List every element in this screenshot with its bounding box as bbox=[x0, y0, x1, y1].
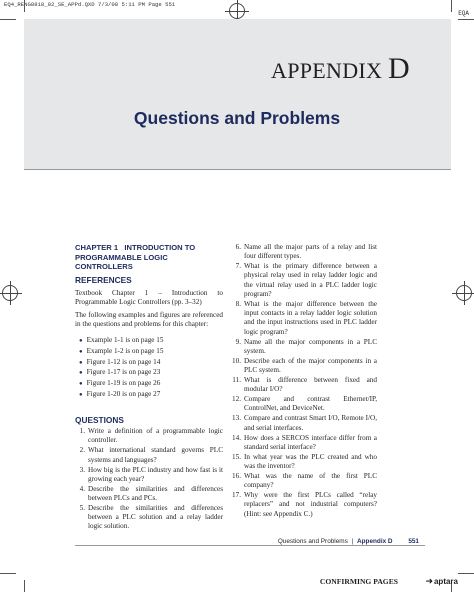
reference-text: Figure 1-17 is on page 23 bbox=[86, 368, 161, 377]
question-number: 8. bbox=[235, 299, 241, 308]
question-number: 11. bbox=[232, 375, 241, 384]
question-number: 1. bbox=[79, 427, 85, 436]
question-item bbox=[231, 262, 377, 299]
question-number: 9. bbox=[235, 337, 241, 346]
registration-mark-icon bbox=[2, 285, 18, 301]
question-text: Why were the first PLCs called “relay replacers” and not industrial computers? (Hint: see Appendix C.) bbox=[244, 491, 377, 518]
references-intro: The following examples and figures are referenced in the questions and problems for this chapter: bbox=[75, 311, 223, 329]
reference-text: Figure 1-19 is on page 26 bbox=[86, 379, 161, 388]
question-number: 16. bbox=[232, 471, 241, 480]
question-item bbox=[231, 453, 377, 472]
question-text: What international standard governs PLC systems and languages? bbox=[88, 446, 223, 464]
references-heading: REFERENCES bbox=[75, 274, 132, 285]
question-number: 10. bbox=[232, 356, 241, 365]
reference-text: Figure 1-20 is on page 27 bbox=[86, 390, 161, 399]
question-number: 15. bbox=[232, 452, 241, 461]
question-text: What was the name of the first PLC company? bbox=[244, 471, 377, 490]
footer-section: Questions and Problems bbox=[277, 538, 348, 545]
reference-text: Example 1-2 is on page 15 bbox=[86, 346, 164, 355]
trim-mark bbox=[0, 19, 16, 20]
question-text: Describe the similarities and differences between a PLC solution and a relay ladder logic solution. bbox=[88, 503, 223, 531]
question-text: In what year was the PLC created and who was the inventor? bbox=[244, 452, 377, 470]
corner-code: EQA bbox=[458, 10, 469, 17]
trim-mark bbox=[458, 573, 474, 574]
trim-mark bbox=[0, 573, 16, 574]
references-list bbox=[75, 336, 223, 401]
question-text: How does a SERCOS interface differ from a standard serial interface? bbox=[244, 433, 377, 451]
question-text: Compare and contrast Smart I/O, Remote I/O, and serial interfaces. bbox=[244, 414, 377, 432]
reference-item bbox=[79, 336, 223, 347]
reference-item bbox=[79, 368, 223, 379]
question-item bbox=[231, 395, 377, 414]
arrow-icon: ➜ bbox=[425, 576, 433, 586]
chapter-heading bbox=[75, 243, 223, 272]
bullet-icon: ● bbox=[79, 381, 83, 388]
question-number: 2. bbox=[79, 446, 85, 455]
question-item bbox=[75, 485, 223, 504]
questions-heading: QUESTIONS bbox=[75, 415, 124, 426]
question-number: 3. bbox=[79, 465, 85, 474]
question-number: 6. bbox=[235, 243, 241, 251]
question-item bbox=[75, 504, 223, 532]
chapter-heading-line: PROGRAMMABLE LOGIC CONTROLLERS bbox=[75, 252, 168, 271]
title-banner bbox=[24, 19, 451, 169]
footer-separator: | bbox=[351, 538, 354, 545]
question-item bbox=[231, 414, 377, 433]
bullet-icon: ● bbox=[79, 370, 83, 377]
footer-appendix: Appendix D bbox=[357, 538, 393, 545]
trim-mark bbox=[451, 0, 452, 12]
appendix-word: APPENDIX bbox=[271, 58, 383, 83]
question-item bbox=[231, 243, 377, 262]
appendix-letter: D bbox=[388, 52, 410, 85]
question-text: What is the primary difference between a physical relay used in relay ladder logic and the virtual relay used in a PLC ladder logic program? bbox=[244, 262, 377, 298]
question-number: 7. bbox=[235, 262, 241, 271]
question-item bbox=[75, 446, 223, 465]
appendix-label bbox=[271, 52, 410, 86]
confirming-pages-label: CONFIRMING PAGES bbox=[319, 577, 398, 586]
left-column bbox=[75, 243, 223, 532]
question-number: 13. bbox=[232, 414, 241, 423]
question-number: 12. bbox=[232, 395, 241, 404]
bullet-icon: ● bbox=[79, 337, 83, 344]
question-text: Describe each of the major components in a PLC system. bbox=[244, 356, 377, 374]
slug-line: EQ4_RENG8818_02_SE_APPd.QXD 7/3/08 5:11 PM Page 551 bbox=[4, 1, 176, 8]
question-text: What is the major difference between the input contacts in a relay ladder logic solution and the input instructions used in PLC ladder logic program? bbox=[244, 299, 377, 336]
question-item bbox=[75, 466, 223, 485]
question-number: 4. bbox=[79, 484, 85, 493]
references-text: Textbook Chapter 1 – Introduction to Programmable Logic Controllers (pp. 3–32) bbox=[75, 288, 223, 306]
reference-text: Example 1-1 is on page 15 bbox=[86, 335, 164, 344]
chapter-heading-line: CHAPTER 1 INTRODUCTION TO bbox=[75, 243, 196, 252]
reference-item bbox=[79, 379, 223, 390]
reference-item bbox=[79, 390, 223, 401]
brand-name: aptara bbox=[433, 577, 458, 586]
reference-item bbox=[79, 347, 223, 358]
registration-mark-icon bbox=[229, 3, 245, 19]
question-item bbox=[231, 376, 377, 395]
question-item bbox=[231, 491, 377, 519]
question-text: What is difference between fixed and modular I/O? bbox=[244, 375, 377, 394]
question-text: Compare and contrast Ethernet/IP, ControlNet, and DeviceNet. bbox=[244, 395, 377, 413]
bullet-icon: ● bbox=[79, 392, 83, 399]
question-number: 5. bbox=[79, 503, 85, 512]
brand-logo bbox=[425, 576, 458, 587]
question-text: Name all the major components in a PLC system. bbox=[244, 337, 377, 355]
question-item bbox=[231, 472, 377, 491]
bullet-icon: ● bbox=[79, 359, 83, 366]
trim-mark bbox=[458, 19, 474, 20]
page-title: Questions and Problems bbox=[133, 108, 341, 128]
question-text: Write a definition of a programmable logic controller. bbox=[88, 427, 223, 445]
bullet-icon: ● bbox=[79, 348, 83, 355]
question-text: How big is the PLC industry and how fast is it growing each year? bbox=[88, 465, 223, 483]
trim-mark bbox=[24, 580, 25, 592]
registration-mark-icon bbox=[456, 285, 472, 301]
right-column bbox=[231, 243, 377, 520]
footer-rule bbox=[75, 545, 425, 546]
questions-list-left bbox=[75, 427, 223, 532]
page-number: 551 bbox=[408, 538, 419, 545]
question-item bbox=[231, 434, 377, 453]
question-item bbox=[231, 338, 377, 357]
page-footer bbox=[278, 538, 419, 545]
question-text: Name all the major parts of a relay and list four different types. bbox=[244, 243, 377, 261]
question-item bbox=[231, 300, 377, 337]
question-number: 14. bbox=[232, 433, 241, 442]
title-rule bbox=[24, 169, 451, 170]
question-item bbox=[75, 427, 223, 446]
questions-list-right bbox=[231, 243, 377, 519]
reference-text: Figure 1-12 is on page 14 bbox=[86, 357, 161, 366]
trim-mark bbox=[24, 0, 25, 12]
question-item bbox=[231, 357, 377, 376]
question-number: 17. bbox=[232, 491, 241, 500]
question-text: Describe the similarities and differences between PLCs and PCs. bbox=[88, 484, 223, 502]
reference-item bbox=[79, 358, 223, 369]
